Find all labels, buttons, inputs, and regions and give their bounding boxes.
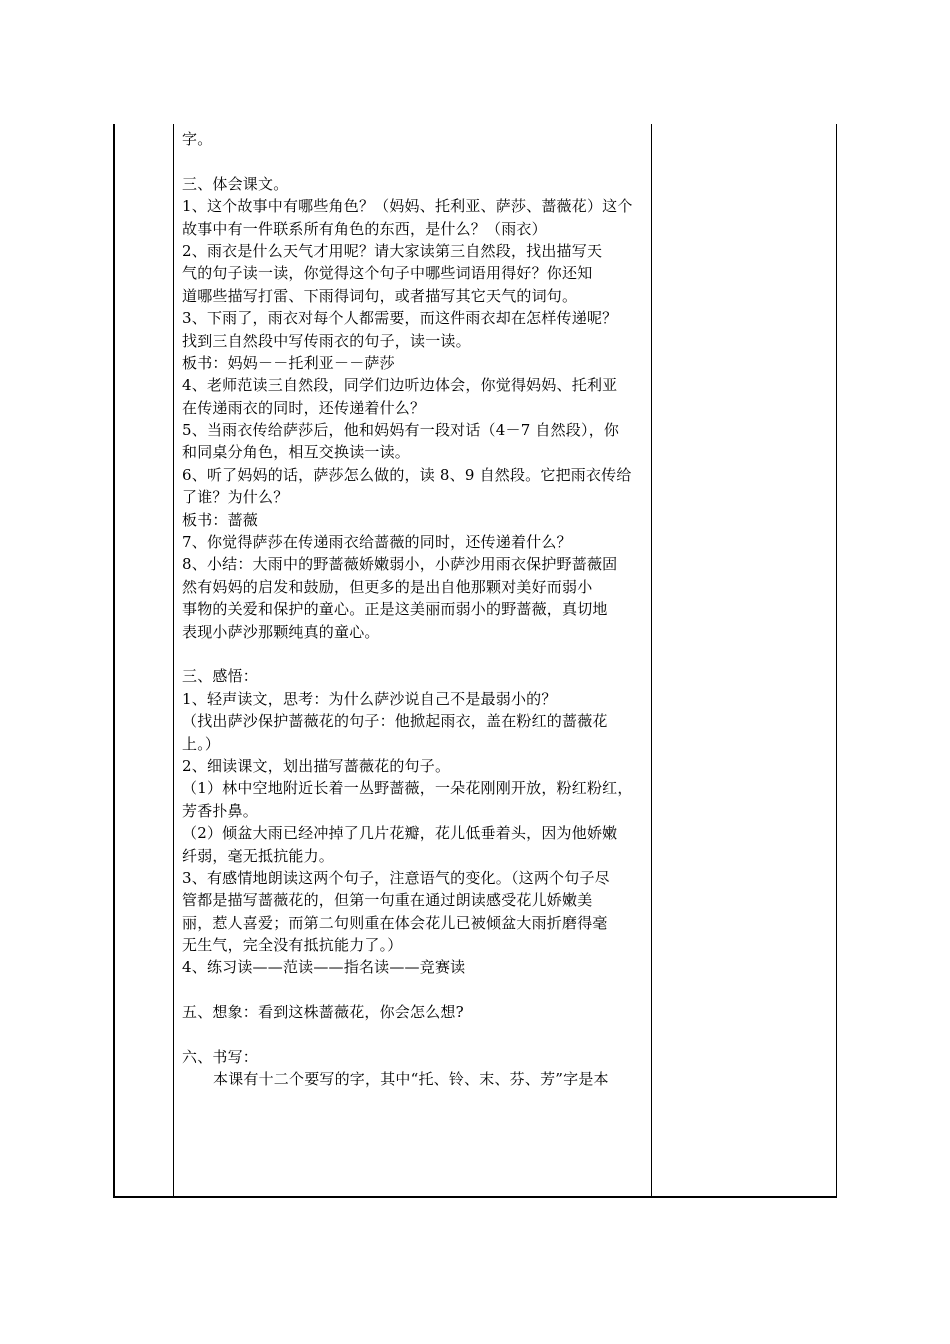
text-line: 事物的关爱和保护的童心。正是这美丽而弱小的野蔷薇，真切地 [182,600,608,619]
text-line: 8、小结：大雨中的野蔷薇娇嫩弱小，小萨沙用雨衣保护野蔷薇固 [182,555,618,574]
table-border-bottom [113,1196,837,1198]
text-line: 了谁？为什么？ [182,488,289,507]
text-line: 1、这个故事中有哪些角色？（妈妈、托利亚、萨莎、蔷薇花）这个 [182,197,633,216]
text-line: 5、当雨衣传给萨莎后，他和妈妈有一段对话（4－7 自然段），你 [182,421,620,440]
text-line: 气的句子读一读，你觉得这个句子中哪些词语用得好？你还知 [182,264,593,283]
text-line: 4、老师范读三自然段，同学们边听边体会，你觉得妈妈、托利亚 [182,376,618,395]
lesson-content-cell [182,128,648,1091]
blank-line [182,1024,648,1046]
text-line: 故事中有一件联系所有角色的东西，是什么？（雨衣） [182,219,547,238]
board-note: 板书：蔷薇 [182,510,259,529]
table-column-divider-2 [651,124,652,1197]
text-line: 然有妈妈的启发和鼓励，但更多的是出自他那颗对美好而弱小 [182,577,593,596]
text-line: 和同桌分角色，相互交换读一读。 [182,443,411,462]
section-heading: 六、书写： [182,1048,259,1067]
text-line: 找到三自然段中写传雨衣的句子，读一读。 [182,331,471,350]
text-line: 丽，惹人喜爱；而第二句则重在体会花儿已被倾盆大雨折磨得毫 [182,913,608,932]
section-heading: 五、想象：看到这株蔷薇花，你会怎么想? [182,1003,464,1022]
text-line: （1）林中空地附近长着一丛野蔷薇，一朵花刚刚开放，粉红粉红， [182,779,633,798]
text-line: 无生气，完全没有抵抗能力了。） [182,936,403,955]
section-heading: 三、感悟： [182,667,259,686]
blank-line [182,643,648,665]
table-column-divider-1 [173,124,174,1197]
text-line: 2、细读课文，划出描写蔷薇花的句子。 [182,756,451,775]
blank-line [182,150,648,172]
text-line: 字。 [182,130,213,148]
text-line: 1、轻声读文，思考：为什么萨沙说自己不是最弱小的？ [182,689,557,708]
text-line: 芳香扑鼻。 [182,801,259,820]
text-line: 本课有十二个要写的字，其中“托、铃、末、芬、芳”字是本 [213,1070,609,1089]
text-line: 纤弱，毫无抵抗能力。 [182,846,335,865]
blank-line [182,979,648,1001]
text-line: 表现小萨沙那颗纯真的童心。 [182,622,380,641]
text-line: （2）倾盆大雨已经冲掉了几片花瓣，花儿低垂着头，因为他娇嫩 [182,824,618,843]
text-line: 3、有感情地朗读这两个句子，注意语气的变化。（这两个句子尽 [182,868,610,887]
text-line: 2、雨衣是什么天气才用呢？请大家读第三自然段，找出描写天 [182,241,603,260]
text-line: 4、练习读——范读——指名读——竞赛读 [182,958,466,977]
text-line: 上。） [182,734,221,753]
table-border-right [836,124,837,1197]
text-line: 3、下雨了，雨衣对每个人都需要，而这件雨衣却在怎样传递呢？ [182,309,618,328]
text-line: 在传递雨衣的同时，还传递着什么？ [182,398,426,417]
board-note: 板书：妈妈－－托利亚－－萨莎 [182,353,395,372]
text-line: 管都是描写蔷薇花的，但第一句重在通过朗读感受花儿娇嫩美 [182,891,593,910]
section-heading: 三、体会课文。 [182,174,289,193]
text-line: 7、你觉得萨莎在传递雨衣给蔷薇的同时，还传递着什么？ [182,533,572,552]
text-line: （找出萨沙保护蔷薇花的句子：他掀起雨衣，盖在粉红的蔷薇花 [182,712,608,731]
text-line: 6、听了妈妈的话，萨莎怎么做的，读 8、9 自然段。它把雨衣传给 [182,465,632,484]
text-line: 道哪些描写打雷、下雨得词句，或者描写其它天气的词句。 [182,286,578,305]
table-border-left [113,124,115,1197]
